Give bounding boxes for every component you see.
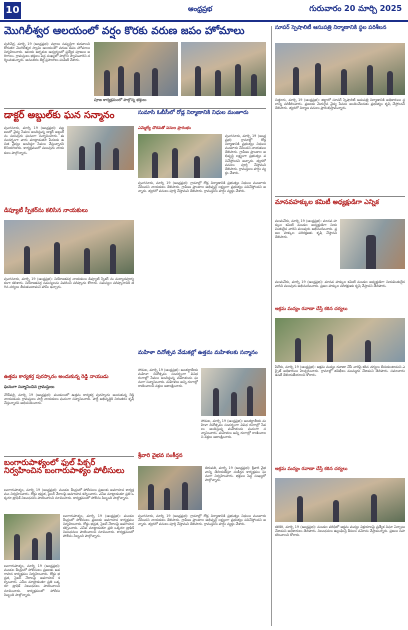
- story6-headline: సుమాసి ఓబీసీలో రోడ్ల నిర్మాణానికి నిధుల మంజూరు: [138, 110, 249, 116]
- story1-photo-2: [181, 42, 266, 96]
- story5-body-b: బంగారుపాళ్యం, మార్చి 19 (ఆంధ్రప్రభ): మండల కేంద్రంలో పోలీసులు ప్రజలకు అవగాహన కార్యక్రమం నిర్వహించారు. రోడ్డు భద్రత, సైబర్ నేరాలపై అవగాహన కల్పించారు. ఎస్ఐ మాట్లాడుతూ ప్రతి ఒక్కరూ ట్రాఫిక్ నిబంధనలు పాటించాలని సూచించారు. కార్యక్రమంలో పోలీసు సిబ్బంది పాల్గొన్నారు.: [63, 514, 134, 539]
- divider: [4, 108, 266, 109]
- rstory3-headline: అక్రమ మద్యం రవాణా చేస్తే కఠిన చర్యలు: [275, 307, 348, 312]
- story1-photo-1: [94, 42, 178, 96]
- story7-body-b: సోమల, మార్చి 19 (ఆంధ్రప్రభ): అంతర్జాతీయ మహిళా దినోత్సవం సందర్భంగా వివిధ రంగాల్లో సేవలు అందిస్తున్న మహిళలను ఘనంగా సన్మానించారు. మహిళలు అన్ని రంగాల్లో రాణించాలని వక్తలు ఆకాంక్షించారు.: [201, 419, 266, 440]
- rstory1-body: చిత్తూరు, మార్చి 19 (ఆంధ్రప్రభ): జిల్లాలో సూపర్ స్పెషాలిటీ ఆసుపత్రి నిర్మాణానికి అధికారులు స్థలాన్ని పరిశీలించారు. ప్రజలకు మెరుగైన వైద్య సేవలు అందించేందుకు ప్రభుత్వం కృషి చేస్తోందని తెలిపారు. త్వరలో నిర్మాణ పనులు ప్రారంభిస్తామన్నారు.: [275, 98, 405, 111]
- story3-headline: డిప్యూటీ స్పీకర్‌ను కలిసిన నాయకులు: [4, 208, 88, 214]
- rstory4-photo: [275, 478, 405, 522]
- story7-headline: మహిళా దినోత్సవ వేడుకల్లో ఉత్తమ మహిళలకు సన్మానం: [138, 350, 258, 356]
- rstory2-body: పలమనేరు, మార్చి 19 (ఆంధ్రప్రభ): మానవ హక్కుల కమిటీ మండల అధ్యక్షుడిగా నియమితులైన వారిని పలువురు అభినందించారు. ప్రజల హక్కుల పరిరక్షణకు కృషి చేస్తానని తెలిపారు.: [275, 219, 337, 240]
- story5-body: బంగారుపాళ్యం, మార్చి 19 (ఆంధ్రప్రభ): మండల కేంద్రంలో పోలీసులు ప్రజలకు అవగాహన కార్యక్రమం నిర్వహించారు. రోడ్డు భద్రత, సైబర్ నేరాలపై అవగాహన కల్పించారు. ఎస్ఐ మాట్లాడుతూ ప్రతి ఒక్కరూ ట్రాఫిక్ నిబంధనలు పాటించాలని సూచించారు. కార్యక్రమంలో పోలీసు సిబ్బంది పాల్గొన్నారు.: [4, 488, 134, 501]
- story2-headline: డాక్టర్ అబ్దుల్‌కు ఘన సన్మానం: [4, 110, 115, 121]
- rstory4-headline: అక్రమ మద్యం రవాణా చేస్తే కఠిన చర్యలు: [275, 467, 348, 472]
- divider: [4, 456, 134, 457]
- paper-name: ఆంధ్రప్రభ: [188, 5, 213, 13]
- story7-body: సోమల, మార్చి 19 (ఆంధ్రప్రభ): అంతర్జాతీయ మహిళా దినోత్సవం సందర్భంగా వివిధ రంగాల్లో సేవలు అందిస్తున్న మహిళలను ఘనంగా సన్మానించారు. మహిళలు అన్ని రంగాల్లో రాణించాలని వక్తలు ఆకాంక్షించారు.: [138, 368, 198, 389]
- rstory1-photo: [275, 43, 405, 95]
- rstory3-body: పీలేరు, మార్చి 19 (ఆంధ్రప్రభ): అక్రమ మద్యం రవాణా చేసే వారిపై కఠిన చర్యలు తీసుకుంటామని ఎక్సైజ్ అధికారులు హెచ్చరించారు. గ్రామాల్లో తనిఖీలు ముమ్మరం చేశామని తెలిపారు. సమాచారం ఉంటే తెలియజేయాలని కోరారు.: [275, 365, 405, 378]
- rstory2-headline: మానవహక్కుల కమిటీ అధ్యక్షుడిగా ఎన్నిక: [275, 198, 379, 206]
- story5-headline: బంగారుపాళ్యంలో ఫుల్ పిక్చర్ నిర్వహించిన బంగారుపాళ్యం పోలీసులు: [4, 458, 125, 476]
- story1-headline: మొగిలీశ్వర ఆలయంలో వర్షం కొరకు వరుణ జపం హోమాలు: [4, 25, 245, 37]
- issue-date: గురువారం 20 మార్చి 2025: [309, 4, 402, 13]
- story2-body: పుంగనూరు, మార్చి 19 (ఆంధ్రప్రభ): పట్టణంలో వైద్య సేవలు అందిస్తున్న డాక్టర్ అబ్దుల్ ను పలువురు ఘనంగా సన్మానించారు. ఈ సందర్భంగా వారు మాట్లాడుతూ పేదలకు ఉచిత వైద్యం అందిస్తూ సేవలు చేస్తున్నారని కొనియాడారు. కార్యక్రమంలో పలువురు నాయకులు పాల్గొన్నారు.: [4, 126, 64, 155]
- story6-body-a: పుంగనూరు, మార్చి 19 (ఆంధ్రప్రభ): గ్రామాల్లో రోడ్ల నిర్మాణానికి ప్రభుత్వం నిధులు మంజూరు చేసిందని నాయకులు తెలిపారు. గ్రామీణ ప్రాంతాల అభివృద్ధి లక్ష్యంగా ప్రభుత్వం పనిచేస్తోందని అన్నారు. త్వరలో పనులు పూర్తి చేస్తామని తెలిపారు. గ్రామస్తులు హర్షం వ్యక్తం చేశారు.: [225, 134, 266, 175]
- rstory4-body: కలికిరి, మార్చి 19 (ఆంధ్రప్రభ): మండల పరిధిలో అక్రమ మద్యం విక్రయాలపై ప్రత్యేక నిఘా ఏర్పాటు చేశామని అధికారులు తెలిపారు. నిబంధనలు ఉల్లంఘిస్తే కేసులు నమోదు చేస్తామన్నారు. ప్రజలు సహకరించాలని కోరారు.: [275, 525, 405, 538]
- page-number: 10: [4, 2, 21, 19]
- story3-body: పుంగనూరు, మార్చి 19 (ఆంధ్రప్రభ): నియోజకవర్గ నాయకులు డిప్యూటీ స్పీకర్ ను మర్యాదపూర్వకంగా కలిశారు. నియోజకవర్గ సమస్యలను వివరించి పరిష్కారం కోరారు. సమస్యల పరిష్కారానికి తగిన చర్యలు తీసుకుంటామని హామీ ఇచ్చారు.: [4, 277, 134, 290]
- story6-photo: [138, 134, 222, 178]
- rstory2-body-b: పలమనేరు, మార్చి 19 (ఆంధ్రప్రభ): మానవ హక్కుల కమిటీ మండల అధ్యక్షుడిగా నియమితులైన వారిని పలువురు అభినందించారు. ప్రజల హక్కుల పరిరక్షణకు కృషి చేస్తానని తెలిపారు.: [275, 280, 405, 289]
- story6-subhead: ఎమ్మెల్యే చొరవతో పనుల ప్రారంభం: [138, 125, 192, 130]
- story2-photo: [67, 126, 134, 170]
- rstory1-headline: సూపర్ స్పెషాలిటీ ఆసుపత్రి నిర్మాణానికి స్థల పరిశీలన: [275, 25, 387, 31]
- rstory2-photo: [340, 219, 405, 269]
- story7-photo: [201, 368, 266, 416]
- story8-body: తిరుపతి, మార్చి 19 (ఆంధ్రప్రభ): శ్రీవారి వైభవాన్ని తెలియజేస్తూ సంకీర్తన కార్యక్రమం ఘనంగా నిర్వహించారు. భక్తులు పెద్ద సంఖ్యలో పాల్గొన్నారు.: [205, 466, 266, 483]
- story6-body-b: పుంగనూరు, మార్చి 19 (ఆంధ్రప్రభ): గ్రామాల్లో రోడ్ల నిర్మాణానికి ప్రభుత్వం నిధులు మంజూరు చేసిందని నాయకులు తెలిపారు. గ్రామీణ ప్రాంతాల అభివృద్ధి లక్ష్యంగా ప్రభుత్వం పనిచేస్తోందని అన్నారు. త్వరలో పనులు పూర్తి చేస్తామని తెలిపారు. గ్రామస్తులు హర్షం వ్యక్తం చేశారు.: [138, 181, 266, 194]
- story3-photo: [4, 220, 134, 274]
- left-column: [4, 26, 267, 626]
- story5-body-c: బంగారుపాళ్యం, మార్చి 19 (ఆంధ్రప్రభ): మండల కేంద్రంలో పోలీసులు ప్రజలకు అవగాహన కార్యక్రమం నిర్వహించారు. రోడ్డు భద్రత, సైబర్ నేరాలపై అవగాహన కల్పించారు. ఎస్ఐ మాట్లాడుతూ ప్రతి ఒక్కరూ ట్రాఫిక్ నిబంధనలు పాటించాలని సూచించారు. కార్యక్రమంలో పోలీసు సిబ్బంది పాల్గొన్నారు.: [4, 564, 60, 597]
- rstory3-photo: [275, 318, 405, 362]
- divider: [275, 196, 405, 197]
- story1-caption: పూజ కార్యక్రమంలో పాల్గొన్న భక్తులు: [94, 97, 147, 102]
- story4-headline: ఉత్తమ కార్యకర్త పురస్కారం అందుకున్న రెడ్డి నాయుడు: [4, 374, 109, 380]
- story5-photo: [4, 514, 60, 560]
- story1-body: పులిచెర్ల, మార్చి 19 (ఆంధ్రప్రభ): వర్షాలు సమృద్ధిగా కురవాలని కోరుతూ మొగిలీశ్వర స్వామి ఆలయంలో వరుణ జపం హోమాలు నిర్వహించారు. ఆలయ అర్చకుల ఆధ్వర్యంలో ప్రత్యేక పూజలు జరిగాయి. గ్రామస్తులు భక్తులు పెద్ద సంఖ్యలో పాల్గొని స్వామివారిని దర్శించుకున్నారు. అనంతరం తీర్థ ప్రసాదాలు పంపిణీ చేశారు.: [4, 42, 90, 63]
- story8-headline: శ్రీవారి వైభవ సంకీర్తన: [138, 453, 183, 459]
- story8-photo: [138, 466, 202, 510]
- story8-body-b: పుంగనూరు, మార్చి 19 (ఆంధ్రప్రభ): గ్రామాల్లో రోడ్ల నిర్మాణానికి ప్రభుత్వం నిధులు మంజూరు చేసిందని నాయకులు తెలిపారు. గ్రామీణ ప్రాంతాల అభివృద్ధి లక్ష్యంగా ప్రభుత్వం పనిచేస్తోందని అన్నారు. త్వరలో పనులు పూర్తి చేస్తామని తెలిపారు. గ్రామస్తులు హర్షం వ్యక్తం చేశారు.: [138, 514, 266, 527]
- right-column: [271, 26, 405, 626]
- masthead: [0, 0, 408, 22]
- story4-body: చౌడేపల్లి, మార్చి 19 (ఆంధ్రప్రభ): మండలంలో ఉత్తమ కార్యకర్త పురస్కారం అందుకున్న రెడ్డి నాయుడును గ్రామస్తులు పార్టీ నాయకులు ఘనంగా సన్మానించారు. పార్టీ అభివృద్ధికి నిరంతరం కృషి చేస్తున్నారని అభినందించారు.: [4, 393, 134, 406]
- story4-subhead: ఘనంగా సన్మానించిన గ్రామస్తులు: [4, 384, 55, 389]
